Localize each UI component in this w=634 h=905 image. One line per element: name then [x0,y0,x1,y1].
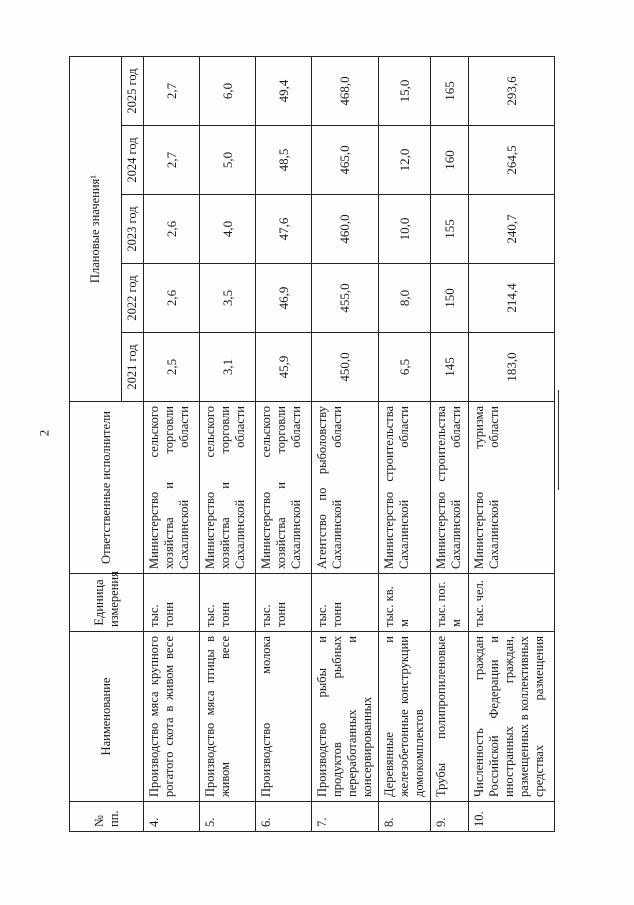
row-value: 460,0 [312,195,379,264]
table-row [144,56,200,831]
table-row [431,56,469,831]
row-value: 455,0 [312,264,379,333]
row-value: 2,7 [144,126,200,195]
header-unit: Единица измерения [70,574,144,632]
row-value: 15,0 [379,56,431,125]
row-value: 293,6 [469,56,555,125]
row-value: 5,0 [200,126,256,195]
row-value: 48,5 [256,126,312,195]
row-num: 6. [256,802,312,832]
row-value: 465,0 [312,126,379,195]
row-unit: тыс. тонн [312,574,379,632]
row-value: 10,0 [379,195,431,264]
row-value: 150 [431,264,469,333]
row-value: 2,5 [144,333,200,402]
table-row [256,56,312,831]
row-name: Производство мяса птицы в живом весе [200,632,256,802]
row-executor: Министерство строительства Сахалинской области [431,402,469,574]
table-row [379,56,431,831]
row-executor: Министерство сельского хозяйства и торговли Сахалинской области [200,402,256,574]
row-unit: тыс. тонн [256,574,312,632]
row-unit: тыс. пог. м [431,574,469,632]
row-value: 47,6 [256,195,312,264]
row-value: 6,5 [379,333,431,402]
row-value: 214,4 [469,264,555,333]
row-name: Численность граждан Российской Федерации и иностранных граждан, размещенных в коллективных средствах размещения [469,632,555,802]
row-value: 8,0 [379,264,431,333]
row-value: 49,4 [256,56,312,125]
row-unit: тыс. тонн [200,574,256,632]
row-executor: Министерство строительства Сахалинской области [379,402,431,574]
row-value: 240,7 [469,195,555,264]
row-value: 2,6 [144,195,200,264]
table-row [469,56,555,831]
row-num: 5. [200,802,256,832]
row-value: 155 [431,195,469,264]
row-unit: тыс. тонн [144,574,200,632]
row-value: 468,0 [312,56,379,125]
header-year: 2025 год [122,56,144,125]
row-executor: Министерство сельского хозяйства и торговли Сахалинской области [144,402,200,574]
page-number: 2 [36,429,52,437]
table-row [200,56,256,831]
row-num: 10. [469,802,555,832]
row-value: 3,5 [200,264,256,333]
header-year: 2023 год [122,195,144,264]
header-num: № пп. [70,802,144,832]
row-name: Производство рыбы и продуктов рыбных переработанных и консервированных [312,632,379,802]
row-value: 145 [431,333,469,402]
row-value: 4,0 [200,195,256,264]
row-num: 4. [144,802,200,832]
row-name: Производство молока [256,632,312,802]
row-value: 46,9 [256,264,312,333]
header-year: 2024 год [122,126,144,195]
row-value: 12,0 [379,126,431,195]
row-num: 7. [312,802,379,832]
row-value: 183,0 [469,333,555,402]
row-value: 45,9 [256,333,312,402]
header-plan-values: Плановые значения¹ [70,56,122,401]
row-name: Деревянные и железобетонные конструкции домокомплектов [379,632,431,802]
row-value: 2,6 [144,264,200,333]
rotated-table-container [69,57,546,832]
header-name: Наименование [70,632,144,802]
footnote-rule [558,390,559,490]
header-year: 2022 год [122,264,144,333]
row-value: 450,0 [312,333,379,402]
header-year: 2021 год [122,333,144,402]
row-num: 8. [379,802,431,832]
row-num: 9. [431,802,469,832]
row-value: 160 [431,126,469,195]
row-executor: Министерство сельского хозяйства и торговли Сахалинской области [256,402,312,574]
header-executors: Ответственные исполнители [70,402,144,574]
row-name: Трубы полипропиленовые [431,632,469,802]
row-value: 3,1 [200,333,256,402]
row-executor: Министерство туризма Сахалинской области [469,402,555,574]
row-value: 264,5 [469,126,555,195]
row-value: 2,7 [144,56,200,125]
row-unit: тыс. кв. м [379,574,431,632]
row-value: 165 [431,56,469,125]
row-executor: Агентство по рыболовству Сахалинской области [312,402,379,574]
row-unit: тыс. чел. [469,574,555,632]
row-value: 6,0 [200,56,256,125]
plan-table [69,56,555,832]
row-name: Производство мяса крупного рогатого скота в живом весе [144,632,200,802]
table-row [312,56,379,831]
